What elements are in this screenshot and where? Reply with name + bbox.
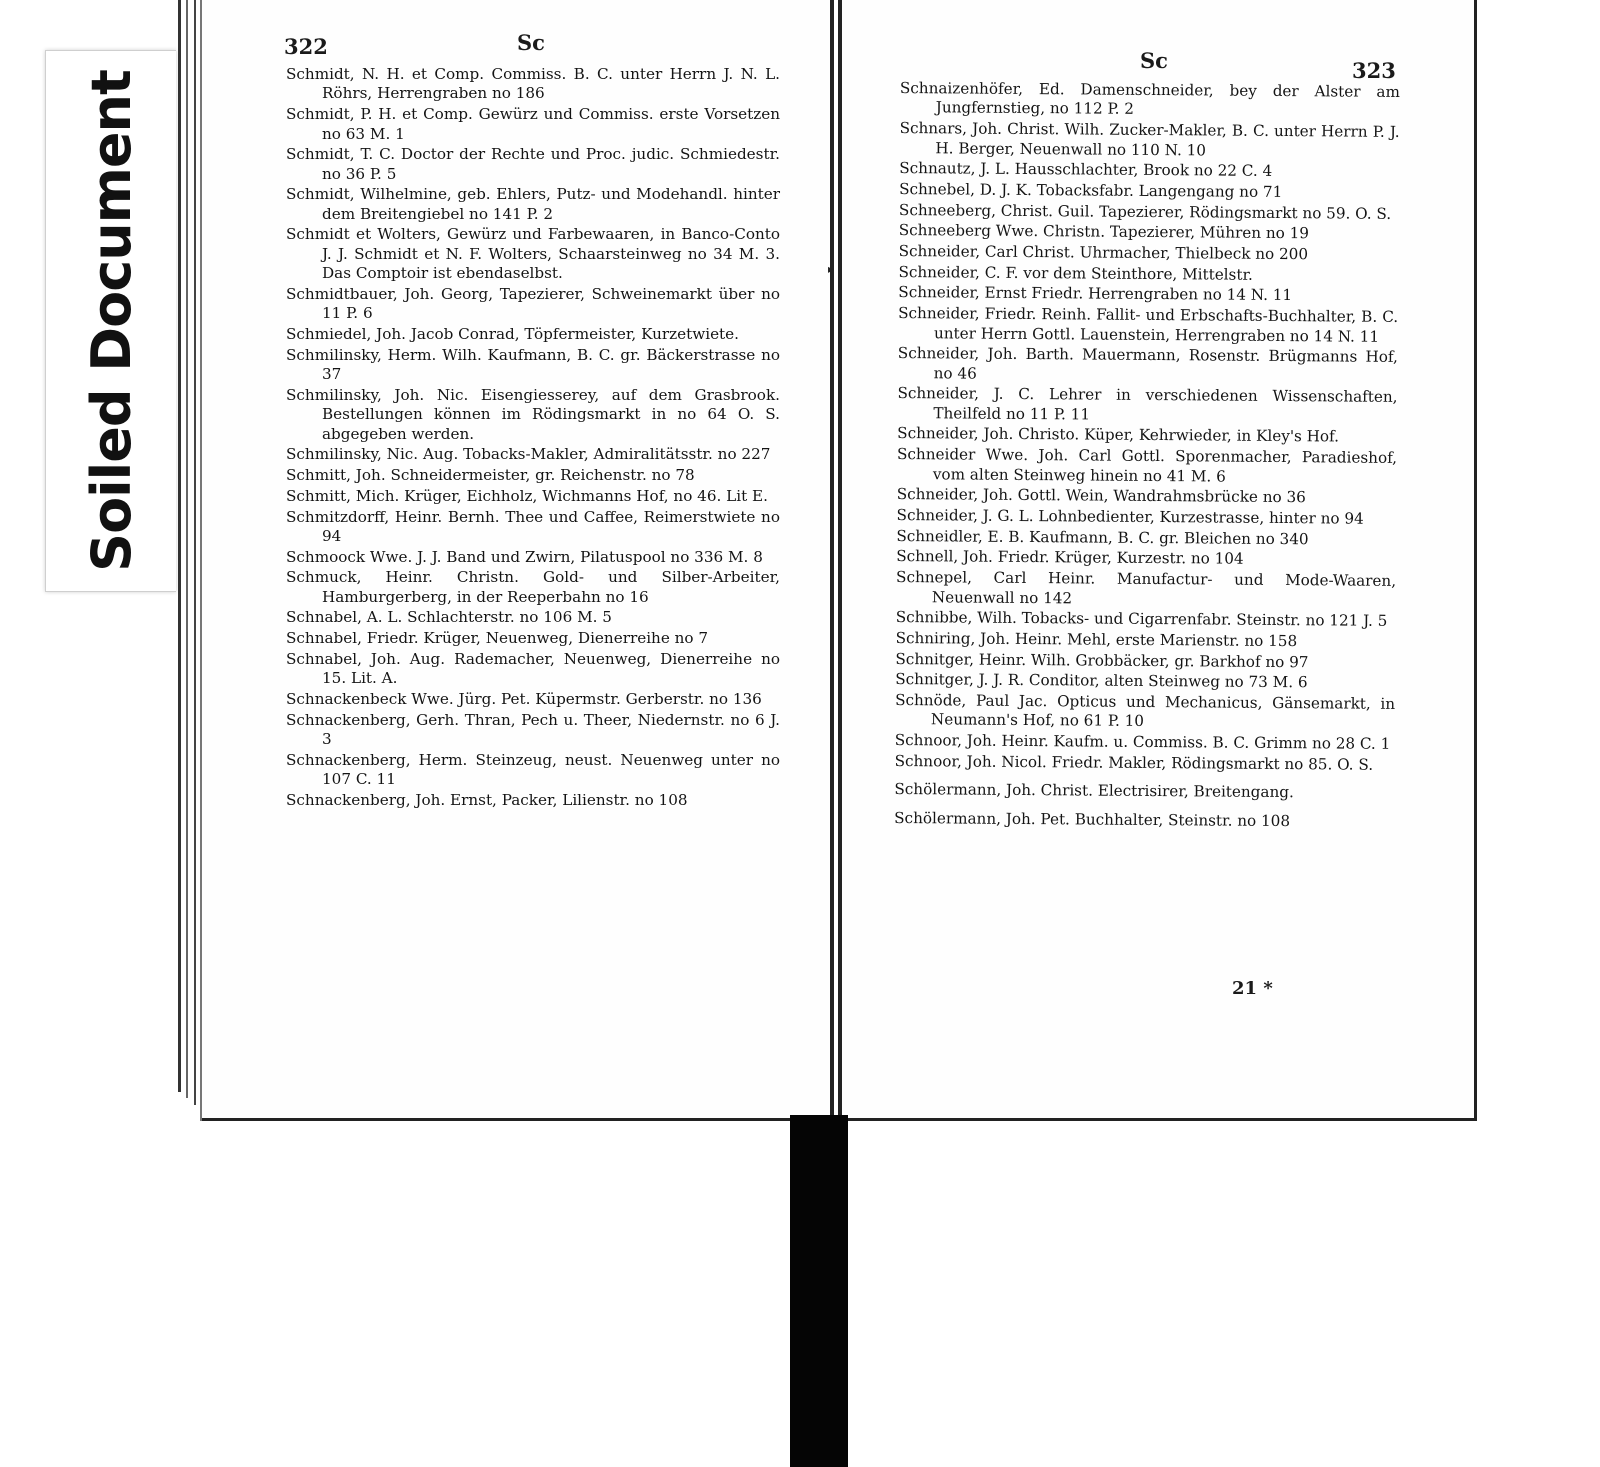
left-entry: Schnackenberg, Gerh. Thran, Pech u. Theer, Niedernstr. no 6 J. 3 (286, 710, 780, 749)
left-entry: Schmiedel, Joh. Jacob Conrad, Töpfermeister, Kurzetwiete. (286, 325, 739, 344)
left-entry: Schmitt, Joh. Schneidermeister, gr. Reichenstr. no 78 (286, 466, 695, 485)
right-entry: Schnaizenhöfer, Ed. Damenschneider, bey der Alster am Jungfernstieg, no 112 P. 2 (899, 79, 1400, 119)
right-entry: Schniring, Joh. Heinr. Mehl, erste Marienstr. no 158 (895, 628, 1298, 651)
right-entry-list (894, 79, 1400, 833)
left-entry: Schmidt, T. C. Doctor der Rechte und Proc. judic. Schmiedestr. no 36 P. 5 (286, 145, 780, 183)
right-entry: Schneider, Ernst Friedr. Herrengraben no 14 N. 11 (898, 283, 1293, 305)
right-entry: Schnibbe, Wilh. Tobacks- und Cigarrenfabr. Steinstr. no 121 J. 5 (895, 608, 1388, 631)
right-page (828, 0, 1477, 1121)
frame-edge-left-2 (186, 0, 188, 1098)
right-entry: Schneider, Joh. Gottl. Wein, Wandrahmsbrücke no 36 (896, 485, 1306, 507)
left-page-number: 322 (284, 34, 328, 59)
left-entry: Schmoock Wwe. J. J. Band und Zwirn, Pilatuspool no 336 M. 8 (286, 547, 763, 566)
right-entry: Schneider, J. C. Lehrer in verschiedenen Wissenschaften, Theilfeld no 11 P. 11 (897, 384, 1398, 424)
right-page-number: 323 (1352, 58, 1396, 83)
left-entry: Schnackenberg, Herm. Steinzeug, neust. Neuenweg unter no 107 C. 11 (286, 750, 780, 789)
left-entry: Schmidt et Wolters, Gewürz und Farbewaaren, in Banco-Conto J. J. Schmidt et N. F. Wolters, Schaarsteinweg no 34 M. 3. Das Comptoir ist ebendaselbst. (286, 225, 780, 283)
left-entry: Schmuck, Heinr. Christn. Gold- und Silber-Arbeiter, Hamburgerberg, in der Reeperbahn no 16 (286, 568, 780, 606)
left-entry: Schmidt, N. H. et Comp. Commiss. B. C. unter Herrn J. N. L. Röhrs, Herrengraben no 186 (286, 65, 780, 103)
right-entry: Schneider, Carl Christ. Uhrmacher, Thielbeck no 200 (898, 242, 1309, 264)
left-entry: Schmilinsky, Joh. Nic. Eisengiesserey, auf dem Grasbrook. Bestellungen können im Rödingsmarkt in no 64 O. S. abgegeben werden. (286, 385, 780, 443)
right-entry: Schnoor, Joh. Nicol. Friedr. Makler, Rödingsmarkt no 85. O. S. (894, 751, 1374, 774)
right-entry: Schneeberg, Christ. Guil. Tapezierer, Rödingsmarkt no 59. O. S. (898, 200, 1392, 223)
left-entry: Schmitt, Mich. Krüger, Eichholz, Wichmanns Hof, no 46. Lit E. (286, 486, 768, 505)
right-entry: Schölermann, Joh. Pet. Buchhalter, Steinstr. no 108 (894, 808, 1291, 830)
right-entry: Schneider Wwe. Joh. Carl Gottl. Sporenmacher, Paradieshof, vom alten Steinweg hinein no 41 M. 6 (896, 445, 1398, 486)
left-entry: Schmilinsky, Herm. Wilh. Kaufmann, B. C. gr. Bäckerstrasse no 37 (286, 345, 780, 384)
right-entry: Schnöde, Paul Jac. Opticus und Mechanicus, Gänsemarkt, in Neumann's Hof, no 61 P. 10 (895, 690, 1396, 731)
right-entry: Schnepel, Carl Heinr. Manufactur- und Mode-Waaren, Neuenwall no 142 (896, 568, 1397, 607)
stamp-label: Soiled Document (79, 70, 143, 572)
left-entry: Schmidtbauer, Joh. Georg, Tapezierer, Schweinemarkt über no 11 P. 6 (286, 284, 780, 323)
left-entry: Schnabel, A. L. Schlachterstr. no 106 M. 5 (286, 608, 612, 627)
right-entry: Schnitger, J. J. R. Conditor, alten Steinweg no 73 M. 6 (895, 670, 1308, 692)
left-entry: Schnabel, Joh. Aug. Rademacher, Neuenweg, Dienerreihe no 15. Lit. A. (286, 649, 780, 688)
binding-spine (790, 1115, 848, 1467)
right-entry: Schneeberg Wwe. Christn. Tapezierer, Mühren no 19 (898, 221, 1310, 243)
left-running-head: Sc (517, 30, 545, 55)
right-entry: Schneider, J. G. L. Lohnbedienter, Kurzestrasse, hinter no 94 (896, 505, 1364, 528)
right-entry: Schnautz, J. L. Hausschlachter, Brook no 22 C. 4 (899, 159, 1273, 181)
frame-edge-left-3 (194, 0, 196, 1105)
right-entry: Schnars, Joh. Christ. Wilh. Zucker-Makler, B. C. unter Herrn P. J. H. Berger, Neuenwall no 110 N. 10 (899, 119, 1400, 159)
frame-edge-left (178, 0, 181, 1092)
right-entry: Schneider, Friedr. Reinh. Fallit- und Erbschafts-Buchhalter, B. C. unter Herrn Gottl. Lauenstein, Herrengraben no 14 N. 11 (898, 304, 1399, 346)
left-entry-list (286, 65, 780, 812)
right-entry: Schnoor, Joh. Heinr. Kaufm. u. Commiss. B. C. Grimm no 28 C. 1 (894, 731, 1391, 753)
left-entry: Schmidt, Wilhelmine, geb. Ehlers, Putz- und Modehandl. hinter dem Breitengiebel no 141 P. 2 (286, 185, 780, 223)
right-entry: Schneider, C. F. vor dem Steinthore, Mittelstr. (898, 262, 1253, 284)
right-entry: Schnitger, Heinr. Wilh. Grobbäcker, gr. Barkhof no 97 (895, 649, 1309, 671)
page-speck: ▸ (828, 262, 835, 276)
left-entry: Schnackenbeck Wwe. Jürg. Pet. Küpermstr. Gerberstr. no 136 (286, 689, 762, 708)
right-entry: Schneider, Joh. Barth. Mauermann, Rosenstr. Brügmanns Hof, no 46 (897, 344, 1398, 383)
left-page (202, 0, 834, 1121)
right-entry: Schölermann, Joh. Christ. Electrisirer, Breitengang. (894, 780, 1294, 802)
right-entry: Schnell, Joh. Friedr. Krüger, Kurzestr. no 104 (896, 547, 1244, 569)
right-entry: Schnebel, D. J. K. Tobacksfabr. Langengang no 71 (899, 179, 1283, 201)
signature-mark: 21 * (1232, 978, 1273, 999)
left-entry: Schnackenberg, Joh. Ernst, Packer, Lilienstr. no 108 (286, 790, 688, 809)
right-entry: Schneidler, E. B. Kaufmann, B. C. gr. Bleichen no 340 (896, 526, 1309, 548)
left-entry: Schnabel, Friedr. Krüger, Neuenweg, Dienerreihe no 7 (286, 629, 709, 648)
left-entry: Schmitzdorff, Heinr. Bernh. Thee und Caffee, Reimerstwiete no 94 (286, 507, 780, 545)
right-entry: Schneider, Joh. Christo. Küper, Kehrwieder, in Kley's Hof. (897, 424, 1340, 446)
left-entry: Schmilinsky, Nic. Aug. Tobacks-Makler, Admiralitätsstr. no 227 (286, 445, 771, 464)
soiled-document-stamp (45, 50, 176, 592)
left-entry: Schmidt, P. H. et Comp. Gewürz und Commiss. erste Vorsetzen no 63 M. 1 (286, 105, 780, 143)
right-running-head: Sc (1140, 48, 1168, 73)
